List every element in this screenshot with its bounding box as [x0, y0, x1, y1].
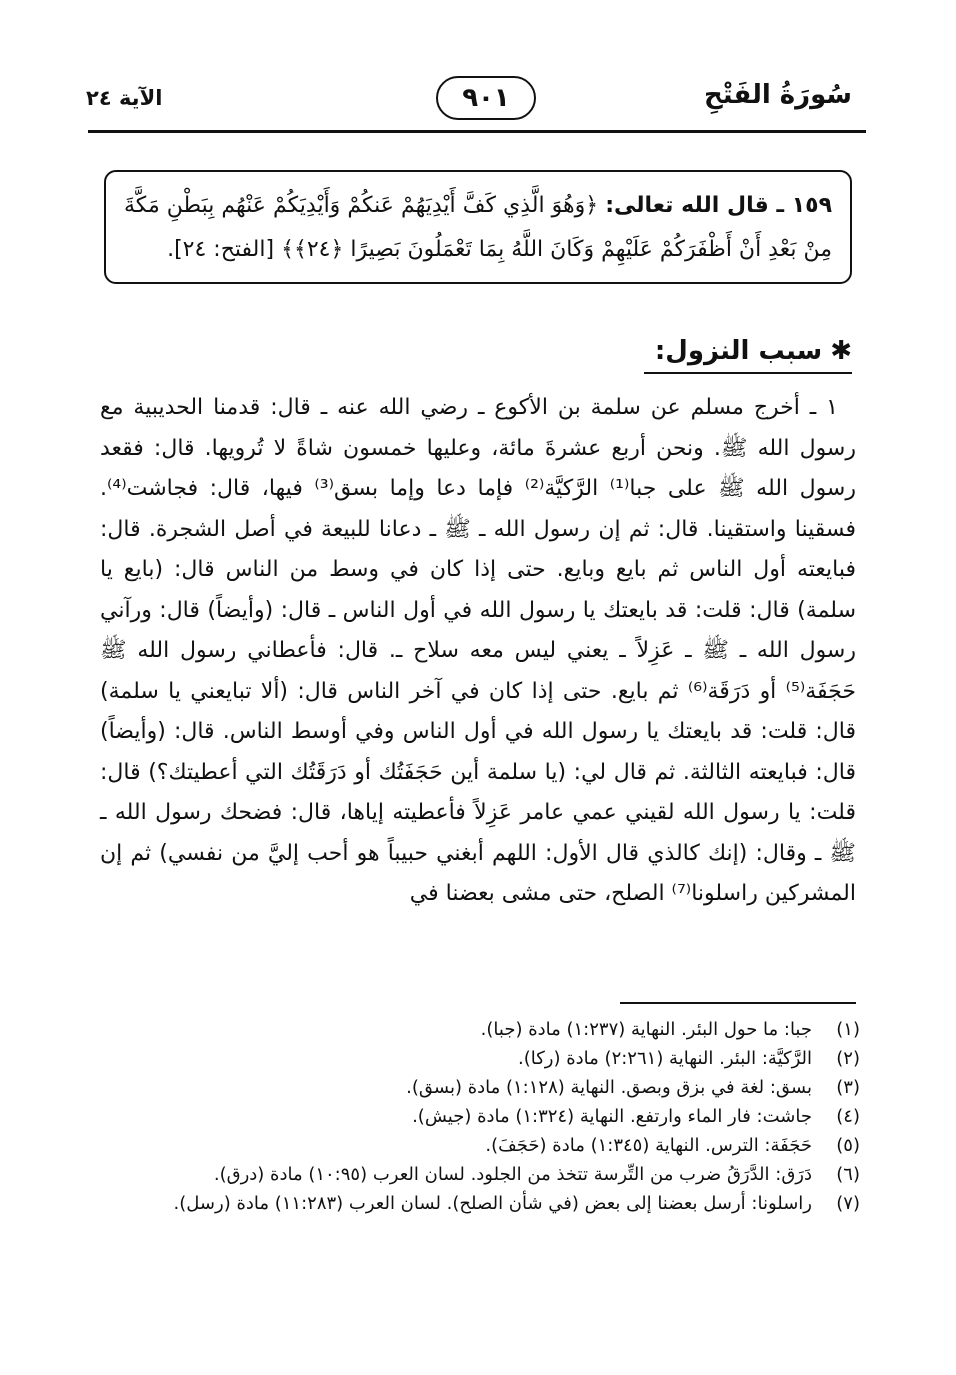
section-title: سبب النزول: — [654, 336, 823, 366]
footnote-text: راسلونا: أرسل بعضنا إلى بعض (في شأن الصلح). لسان العرب (١١:٢٨٣) مادة (رسل). — [173, 1193, 812, 1214]
footnote-text: حَجَفَة: الترس. النهاية (١:٣٤٥) مادة (حَجَفَ). — [485, 1135, 812, 1156]
footnote-text: دَرَق: الدَّرَقُ ضرب من التِّرسة تتخذ من الجلود. لسان العرب (١٠:٩٥) مادة (درق). — [213, 1164, 812, 1185]
footnote-text: جبا: ما حول البئر. النهاية (١:٢٣٧) مادة (جبا). — [480, 1019, 812, 1040]
footnote-text: الرَّكيَّة: البئر. النهاية (٢:٢٦١) مادة (ركا). — [518, 1048, 812, 1069]
footnote-number: (٣) — [836, 1077, 860, 1098]
footnote-1 — [100, 1015, 860, 1044]
footnote-number: (٢) — [836, 1048, 860, 1069]
body-text — [100, 388, 856, 915]
footnote-number: (٦) — [836, 1164, 860, 1185]
header-divider — [88, 130, 866, 133]
footnote-divider — [620, 1002, 856, 1004]
verse-text: ﴿وَهُوَ الَّذِي كَفَّ أَيْدِيَهُمْ عَنكُمْ وَأَيْدِيَكُمْ عَنْهُم بِبَطْنِ مَكَّةَ مِنْ بَعْدِ أَنْ أَظْفَرَكُمْ عَلَيْهِمْ وَكَانَ اللَّهُ بِمَا تَعْمَلُونَ بَصِيرًا ﴿٢٤﴾﴾ — [124, 193, 832, 262]
footnote-text: جاشت: فار الماء وارتفع. النهاية (١:٣٢٤) مادة (جيش). — [412, 1106, 812, 1127]
footnote-text: بسق: لغة في بزق وبصق. النهاية (١:١٢٨) مادة (بسق). — [406, 1077, 812, 1098]
footnotes — [100, 1015, 860, 1218]
hadith-paragraph: ١ ـ أخرج مسلم عن سلمة بن الأكوع ـ رضي الله عنه ـ قال: قدمنا الحديبية مع رسول الله ﷺ. ونحن أربع عشرةَ مائة، وعليها خمسون شاةً لا تُرويها. قال: فقعد رسول الله ﷺ على جبا⁽¹⁾ الرَّكيَّة⁽²⁾ فإما دعا وإما بسق⁽³⁾ فيها، قال: فجاشت⁽⁴⁾. فسقينا واستقينا. قال: ثم إن رسول الله ـ ﷺ ـ دعانا للبيعة في أصل الشجرة. قال: فبايعته أول الناس ثم بايع وبايع. حتى إذا كان في وسط من الناس قال: (بايع يا سلمة) قال: قلت: قد بايعتك يا رسول الله في أول الناس ـ قال: (وأيضاً) قال: ورآني رسول الله ـ ﷺ ـ عَزِلاً ـ يعني ليس معه سلاح ـ. قال: فأعطاني رسول الله ﷺ حَجَفَة⁽⁵⁾ أو دَرَقَة⁽⁶⁾ ثم بايع. حتى إذا كان في آخر الناس قال: (ألا تبايعني يا سلمة) قال: قلت: قد بايعتك يا رسول الله في أول الناس وفي أوسط الناس. قال: (وأيضاً) قال: فبايعته الثالثة. ثم قال لي: (يا سلمة أين حَجَفَتُك أو دَرَقَتُك التي أعطيتك؟) قال: قلت: يا رسول الله لقيني عمي عامر عَزِلاً فأعطيته إياها، قال: فضحك رسول الله ـ ﷺ ـ وقال: (إنك كالذي قال الأول: اللهم أبغني حبيباً هو أحب إليَّ من نفسي) ثم إن المشركين راسلونا⁽⁷⁾ الصلح، حتى مشى بعضنا في — [100, 395, 856, 906]
surah-title: سُورَةُ الفَتْحِ — [704, 80, 852, 110]
section-heading — [644, 336, 852, 374]
footnote-number: (١) — [836, 1019, 860, 1040]
footnote-3 — [100, 1073, 860, 1102]
verse-intro: ١٥٩ ـ قال الله تعالى: — [605, 193, 833, 218]
footnote-6 — [100, 1160, 860, 1189]
verse-reference: [الفتح: ٢٤]. — [167, 237, 275, 262]
footnote-number: (٤) — [836, 1106, 860, 1127]
footnote-number: (٥) — [836, 1135, 860, 1156]
footnote-5 — [100, 1131, 860, 1160]
footnote-4 — [100, 1102, 860, 1131]
footnote-2 — [100, 1044, 860, 1073]
footnote-7 — [100, 1189, 860, 1218]
footnote-number: (٧) — [836, 1193, 860, 1214]
verse-box — [104, 170, 852, 284]
page-number: ٩٠١ — [436, 76, 536, 120]
asterisk-icon: ✱ — [830, 336, 852, 366]
verse-label: الآية ٢٤ — [86, 86, 163, 110]
